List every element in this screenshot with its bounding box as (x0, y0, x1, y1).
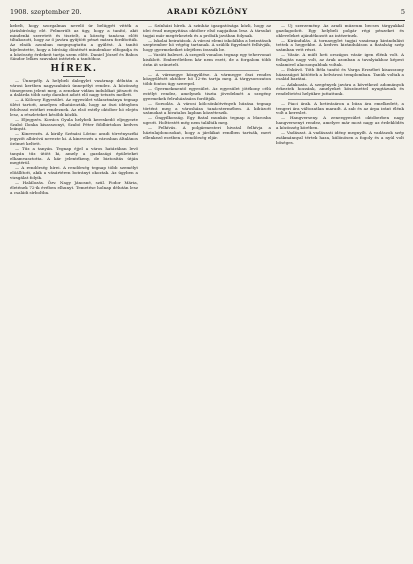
news-item: — Adakozás. A szegények javára a következő adományok érkeztek hozzánk, amelyeket köszönettel nyugtázunk és rendeltetési helyükre juttattunk. (276, 81, 404, 97)
news-item: — Gyermekmentő egyesület. Az egyesület jótékony célú estélyt rendez, amelynek tiszta jövedelmét a szegény gyermekek felruházására fordítják. (143, 86, 271, 101)
news-item: — Piaci árak. A hetivásáron a búza ára emelkedett, a tengeri ára változatlan maradt. A zab és az árpa iránt élénk volt a kereslet. (276, 100, 404, 116)
news-item: — A vármegye közgyűlése. A vármegye őszi rendes közgyűlését október hó 12-én tartja meg. A tárgysorozaton több fontos ügy szerepel. (143, 71, 271, 87)
news-item: — Halálozás. Özv. Nagy Jánosné, szül. Fodor Mária, életének 72-ik évében elhunyt. Temetése holnap délután lesz a családi sírboltba. (10, 180, 138, 195)
news-item: — Vasúti baleset. A szegedi vonalon tegnap egy tehervonat kisiklott. Emberéletben kár nem esett, de a forgalom több órán át szünetelt. (143, 52, 271, 67)
news-item: — Új szerzemény. Az aradi múzeum becses tárgyakkal gazdagodott. Egy helybeli polgár régi pénzeket és okleveleket ajándékozott az intézetnek. (276, 24, 404, 38)
column-2 (143, 24, 271, 562)
section-heading-hirek: HÍREK. (50, 64, 98, 74)
news-item: — A rendőrség hírei. A rendőrség tegnap több személyt előállított, akik a vásártéren botrányt okoztak. Az ügyben a vizsgálat folyik. (10, 165, 138, 180)
news-item: — Kinevezés. A király Szénási Lőrinc aradi törvényszéki jegyzőt albíróvá nevezte ki. A kinevezés a városban általános örömet keltett. (10, 131, 138, 146)
masthead (10, 6, 405, 21)
news-item: — Esküvő. Tóth Béla tanító és Varga Erzsébet kisasszony házasságot kötöttek a belvárosi templomban. Tanúk voltak a család barátai. (276, 66, 404, 82)
column-separator-rule (155, 70, 259, 71)
news-item: — Színházi hírek. A színház igazgatósága közli, hogy az idei évad megnyitása október első napjaiban lesz. A társulat tagjai már megérkeztek és a próbák javában folynak. (143, 24, 271, 38)
heading-rule (63, 76, 85, 77)
continued-article: kebelt, hogy szorgalmas nevelő úr belügyét vitték a járásbíróság elé. Felmerült az ügy, hogy a tanító, akit mindenki szeretett és tisztelt, a község tanácsa előtt tiltakozott, hogy az ő javára gyűjtött pénzt másra fordították. Az elnök azonban megnyugtatta a gyűlést. A tanító kijelentette, hogy a bíróság döntését mindenkor elfogadja és a közösség érdekeit tartja szem előtt. Daniel József és Babos Sándor lelkes szavakat intéztek a tanítóhoz. (10, 24, 138, 62)
news-item: — Iskolai beiratások. A városi elemi iskolákba a beiratások szeptember hó végéig tartanak. A szülők figyelmét felhívják, hogy gyermekeiket idejében írassák be. (143, 37, 271, 53)
news-item: — Ünnepély. A helybeli dalegylet vasárnap délután a városi kertben nagyszabású ünnepélyt rendez. A közönség tömegesen jelent meg, a zenekar vidám indulókat játszott és a dalárda több szép darabot adott elő nagy tetszés mellett. (10, 78, 138, 98)
issue-date: 1908. szeptember 20. (10, 8, 82, 16)
news-item: — Sorsolás. A városi kölcsönkötvények húzása tegnap történt meg a városháza tanácstermében. A kihúzott számokat a hivatalos lapban közzéteszik. (143, 100, 271, 116)
news-item: — Kirándulás. A tornaegylet tagjai vasárnap kirándulást tettek a hegyekbe. A kedves kiránduláson a fiatalság szép számban vett részt. (276, 37, 404, 53)
news-item: — Öngyilkosság. Egy fiatal munkás tegnap a Marosba ugrott. Holttestét még nem találták meg. (143, 115, 271, 126)
column-3 (276, 24, 404, 562)
column-separator-rule (288, 99, 392, 100)
news-item: — Felhívás. A polgármesteri hivatal felhívja a háztulajdonosokat, hogy a járdákat rendben tartsák, mert ellenkező esetben a rendőrség eljár. (143, 125, 271, 140)
page-number: 5 (400, 8, 405, 16)
news-item: — Tűz a tanyán. Tegnap éjjel a város határában levő tanyán tűz ütött ki, amely a gazdasági épületeket elhamvasztotta. A kár jelentékeny, de biztosítás útján megtérül. (10, 146, 138, 166)
newspaper-title: ARADI KÖZLÖNY (167, 7, 248, 16)
article-columns (10, 24, 405, 562)
news-item: — Eljegyzés. Kovács Gyula helybeli kereskedő eljegyezte Szabó Ilonka kisasszonyt, Szabó Péter földbirtokos kedves leányát. (10, 116, 138, 132)
news-item: — Vadászat. A vadászati idény megnyílt. A vadászok szép zsákmánnyal tértek haza, különösen a fogoly és a nyúl volt bőséges. (276, 130, 404, 145)
news-item: — A Kölcsey Egyesület. Az egyesület választmánya tegnap ülést tartott, amelyen elhatározták, hogy az őszi idényben felolvasó estéket rendeznek. Az első estély október hó elején lesz, a részleteket később közlik. (10, 97, 138, 117)
news-item: — Vásár. A múlt heti országos vásár igen élénk volt. A felhajtás nagy volt, az árak azonban a tavalyiakhoz képest valamivel alacsonyabbak voltak. (276, 52, 404, 67)
column-1 (10, 24, 138, 562)
news-item: — Hangverseny. A zeneegyesület októberben nagy hangversenyt rendez, amelyre már most nagy az érdeklődés a közönség körében. (276, 115, 404, 130)
